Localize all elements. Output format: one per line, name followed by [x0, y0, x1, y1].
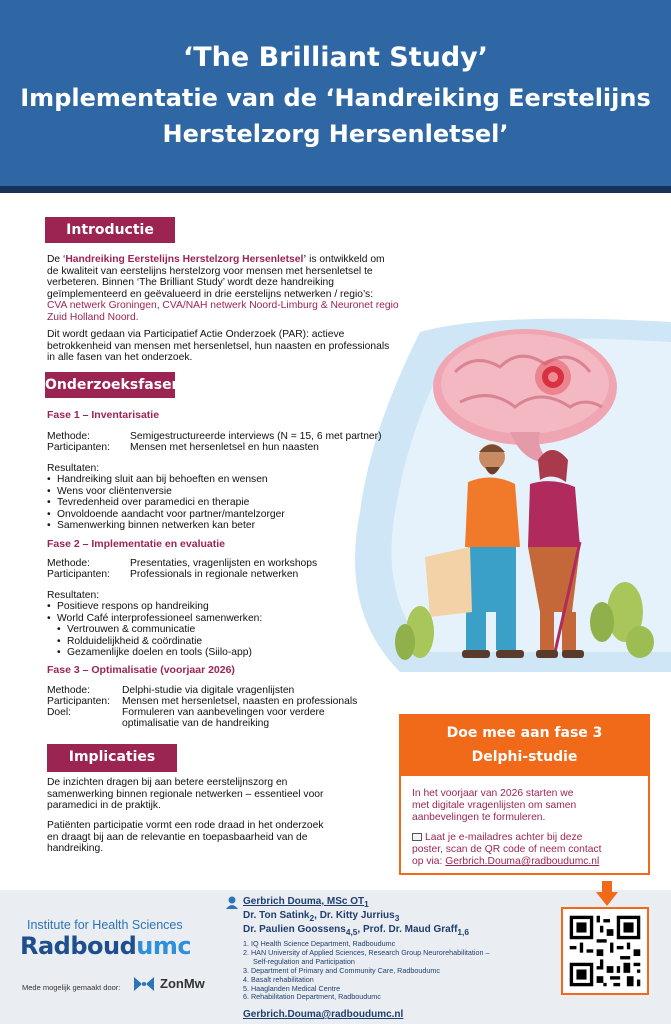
phase-1-results-label: Resultaten: [47, 463, 100, 474]
section-tag-implicaties: Implicaties [47, 744, 177, 772]
radboudumc-logo: Radboudumc [20, 932, 192, 960]
phase-1-title: Fase 1 – Inventarisatie [47, 409, 160, 421]
arrow-down-icon [596, 881, 618, 907]
cta-text: In het voorjaar van 2026 starten we met digitale vragenlijsten om samen aanbevelingen te formuleren. Laat je e-mailadres achter bij deze poster, scan de QR code of neem contact op via: Gerbrich.Douma@radboudumc.nl [412, 788, 602, 867]
footer-email-link[interactable]: Gerbrich.Douma@radboudumc.nl [243, 1009, 404, 1020]
list-item: • Positieve respons op handreiking [47, 601, 262, 613]
phase-3-participants-row: Participanten: Mensen met hersenletsel, naasten en professionals [47, 696, 358, 707]
poster-subtitle-line2: Herstelzorg Hersenletsel’ [162, 120, 509, 148]
phase-3-goal-row: Doel: Formuleren van aanbevelingen voor verdere [47, 707, 325, 718]
implications-paragraph-2: Patiënten participatie vormt een rode draad in het onderzoek en draagt bij aan de relevantie en toepasbaarheid van de handreiking. [47, 820, 324, 854]
qr-code-frame[interactable] [561, 907, 649, 995]
phase-1-results-list [47, 474, 285, 532]
envelope-icon [412, 833, 422, 841]
intro-paragraph-1: De ‘Handreiking Eerstelijns Herstelzorg Hersenletsel’ is ontwikkeld om de kwaliteit van eerstelijns herstelzorg voor mensen met hersenletsel te verbeteren. Binnen ‘The Brilliant Study’ wordt deze handreiking geïmplementeerd en geëvalueerd in drie eerstelijns netwerken / regio’s: CVA netwerk Groningen, CVA/NAH netwerk Noord-Limburg & Neuronet regio Zuid Holland Noord. [47, 254, 399, 323]
list-item: • Wens voor cliëntenversie [47, 486, 285, 498]
section-tag-onderzoeksfasen: Onderzoeksfasen [45, 372, 175, 398]
institute-label: Institute for Health Sciences [27, 918, 183, 932]
person-icon [225, 896, 239, 909]
phase-1-participants-row: Participanten: Mensen met hersenletsel en hun naasten [47, 442, 319, 453]
made-possible-label: Mede mogelijk gemaakt door: [22, 983, 121, 992]
list-item: • Tevredenheid over paramedici en therapie [47, 497, 285, 509]
author-list: Gerbrich Douma, MSc $OT_1$ Dr. Ton Satink$_2$, Dr. Kitty Jurrius$_3$ Dr. Paulien Goossens$_{4,5}$, Prof. Dr. Maud Graff$_{1,6}$ [243, 896, 469, 937]
list-item: • World Café interprofessioneel samenwerken: [47, 613, 262, 625]
cta-title: Doe mee aan fase 3 [446, 725, 603, 741]
zonmw-logo-text: ZonMw [160, 976, 205, 991]
list-item: • Samenwerking binnen netwerken kan beter [47, 520, 285, 532]
affiliation-list: 1. IQ Health Science Department, Radboudumc 2. HAN University of Applied Sciences, Research Group Neurorehabilitation – Self-regulation and Participation 3. Department of Primary and Community Care, Radboudumc 4. Basalt rehabilitation 5. Haaglanden Medical Centre 6. Rehabilitation Department, Radboudumc [243, 939, 490, 1002]
cta-email-link[interactable]: Gerbrich.Douma@radboudumc.nl [445, 856, 600, 867]
intro-paragraph-2: Dit wordt gedaan via Participatief Actie Onderzoek (PAR): actieve betrokkenheid van mensen met hersenletsel, hun naasten en professionals in alle fasen van het onderzoek. [47, 329, 390, 363]
poster-subtitle-line1: Implementatie van de ‘Handreiking Eerstelijns [20, 84, 651, 112]
call-to-action-box [399, 714, 650, 875]
phase-2-results-list [47, 601, 262, 659]
phase-2-results-label: Resultaten: [47, 590, 100, 601]
phase-3-goal-row-cont: optimalisatie van de handreiking [122, 718, 270, 729]
list-item: • Gezamenlijke doelen en tools (Siilo-app) [47, 647, 262, 659]
phase-3-method-row: Methode: Delphi-studie via digitale vragenlijsten [47, 685, 295, 696]
implications-paragraph-1: De inzichten dragen bij aan betere eerstelijnszorg en samenwerking binnen regionale netwerken – essentieel voor paramedici in de praktijk. [47, 777, 324, 811]
qr-code-icon [563, 909, 647, 993]
list-item: • Handreiking sluit aan bij behoeften en wensen [47, 474, 285, 486]
phase-2-method-row: Methode: Presentaties, vragenlijsten en workshops [47, 558, 318, 569]
phase-2-title: Fase 2 – Implementatie en evaluatie [47, 538, 225, 550]
list-item: • Onvoldoende aandacht voor partner/mantelzorger [47, 509, 285, 521]
phase-2-participants-row: Participanten: Professionals in regionale netwerken [47, 569, 299, 580]
phase-3-title: Fase 3 – Optimalisatie (voorjaar 2026) [47, 664, 235, 676]
poster-title: ‘The Brilliant Study’ [182, 42, 489, 73]
cta-subtitle: Delphi-studie [471, 749, 578, 765]
header-stripe [0, 186, 671, 193]
list-item: • Rolduidelijkheid & coördinatie [47, 636, 262, 648]
list-item: • Vertrouwen & communicatie [47, 624, 262, 636]
phase-1-method-row: Methode: Semigestructureerde interviews (N = 15, 6 met partner) [47, 431, 382, 442]
section-tag-introductie: Introductie [45, 217, 175, 243]
zonmw-logo-icon [132, 975, 156, 993]
brain-walking-illustration [340, 312, 671, 672]
